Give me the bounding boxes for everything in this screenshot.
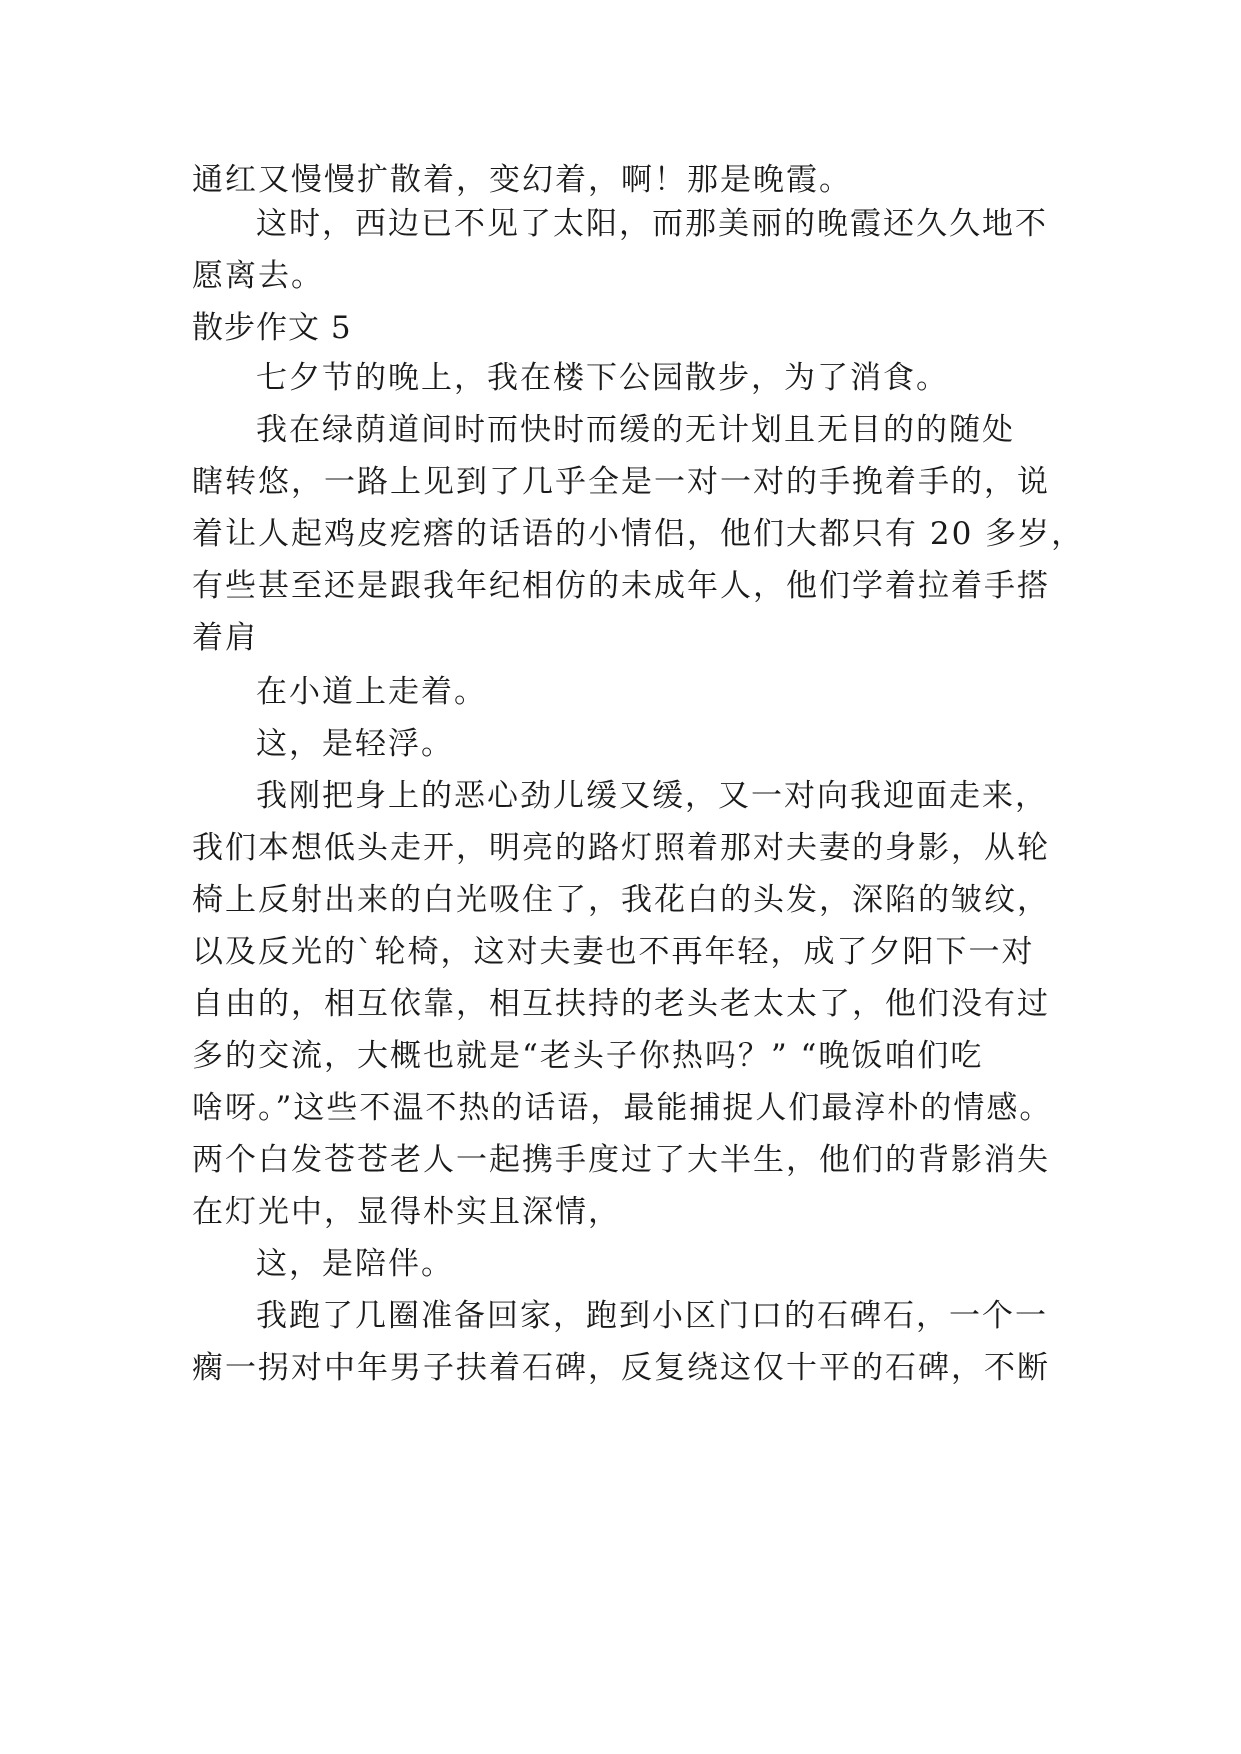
text-line: 有些甚至还是跟我年纪相仿的未成年人，他们学着拉着手搭 — [192, 568, 1050, 604]
text-line: 愿离去。 — [192, 258, 324, 294]
text-line: 瘸一拐对中年男子扶着石碑，反复绕这仅十平的石碑，不断 — [192, 1350, 1050, 1386]
text-line: 在小道上走着。 — [256, 674, 487, 710]
text-line: 这时，西边已不见了太阳，而那美丽的晚霞还久久地不 — [256, 206, 1048, 242]
text-line: 在灯光中，显得朴实且深情， — [192, 1194, 621, 1230]
text-line: 我刚把身上的恶心劲儿缓又缓，又一对向我迎面走来， — [256, 778, 1048, 814]
text-line: 通红又慢慢扩散着，变幻着，啊！那是晚霞。 — [192, 162, 852, 198]
text-line: 着肩 — [192, 620, 258, 656]
text-line: 我跑了几圈准备回家，跑到小区门口的石碑石，一个一 — [256, 1298, 1048, 1334]
text-line: 两个白发苍苍老人一起携手度过了大半生，他们的背影消失 — [192, 1142, 1050, 1178]
text-line: 我在绿荫道间时而快时而缓的无计划且无目的的随处 — [256, 412, 1015, 448]
text-line: 着让人起鸡皮疙瘩的话语的小情侣，他们大都只有 20 多岁， — [192, 516, 1085, 552]
text-line: 多的交流，大概也就是“老头子你热吗？” “晚饭咱们吃 — [192, 1038, 984, 1074]
text-line: 这，是轻浮。 — [256, 726, 454, 762]
text-line: 椅上反射出来的白光吸住了，我花白的头发，深陷的皱纹， — [192, 882, 1050, 918]
text-line: 这，是陪伴。 — [256, 1246, 454, 1282]
text-line: 瞎转悠，一路上见到了几乎全是一对一对的手挽着手的，说 — [192, 464, 1050, 500]
text-line: 啥呀。”这些不温不热的话语，最能捕捉人们最淳朴的情感。 — [192, 1090, 1053, 1126]
section-heading: 散步作文 5 — [192, 310, 352, 346]
text-line: 七夕节的晚上，我在楼下公园散步，为了消食。 — [256, 360, 949, 396]
text-line: 自由的，相互依靠，相互扶持的老头老太太了，他们没有过 — [192, 986, 1050, 1022]
text-line: 以及反光的`轮椅，这对夫妻也不再年轻，成了夕阳下一对 — [192, 934, 1035, 970]
text-line: 我们本想低头走开，明亮的路灯照着那对夫妻的身影，从轮 — [192, 830, 1050, 866]
